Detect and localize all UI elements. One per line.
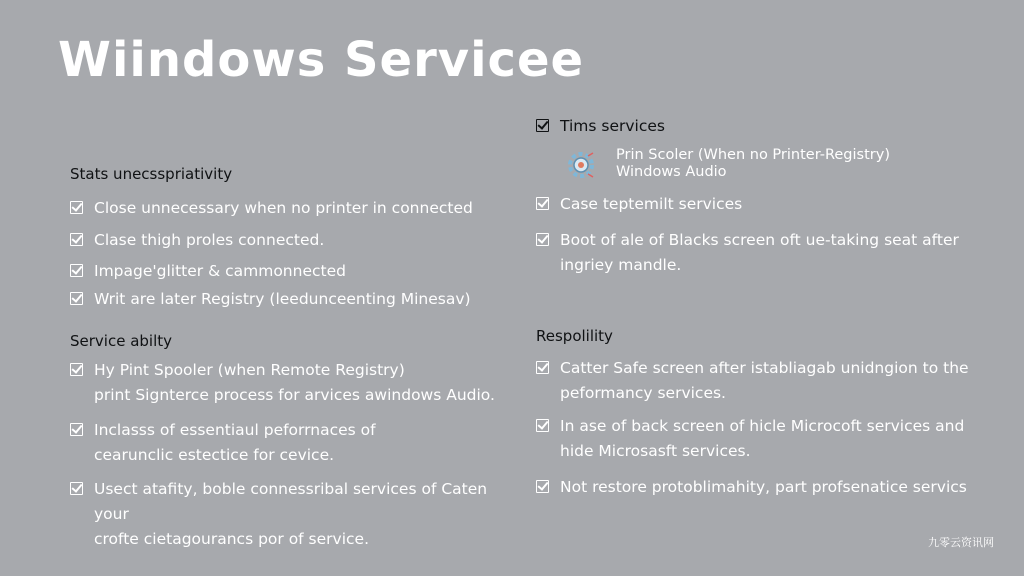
service-sublist: Prin Scoler (When no Printer-Registry) Windows Audio — [616, 147, 890, 180]
checkbox-icon — [536, 197, 549, 210]
checkbox-icon — [536, 361, 549, 374]
section-heading-service-ability: Service abilty — [70, 332, 173, 350]
page-title: Wiindows Servicee — [58, 32, 585, 88]
checklist-item: Catter Safe screen after istabliagab unidngion to the peformancy services. — [536, 356, 976, 406]
checkbox-icon — [70, 423, 83, 436]
checklist-item: Boot of ale of Blacks screen oft ue-taking seat after ingriey mandle. — [536, 228, 976, 278]
checkbox-icon — [70, 292, 83, 305]
checklist-item: Case teptemilt services — [536, 192, 976, 217]
checklist-item: In ase of back screen of hicle Microcoft services and hide Microsasft services. — [536, 414, 976, 464]
section-heading-responsibility: Respolility — [536, 327, 613, 345]
checklist-item: Inclasss of essentiaul peforrnaces of cearunclic estectice for cevice. — [70, 418, 520, 468]
checklist-item: Usect atafity, boble connessribal services of Caten your crofte cietagourancs por of service. — [70, 477, 520, 552]
checkbox-icon — [536, 480, 549, 493]
checklist-item: Tims services — [536, 114, 956, 139]
checkbox-icon — [70, 233, 83, 246]
checklist-item: Impage'glitter & cammonnected — [70, 259, 510, 284]
checkbox-icon — [70, 201, 83, 214]
watermark: 九零云资讯网 — [928, 536, 994, 549]
checkbox-icon — [70, 264, 83, 277]
checklist-item: Hy Pint Spooler (when Remote Registry) print Signterce process for arvices awindows Audio. — [70, 358, 520, 408]
checklist-item: Writ are later Registry (leedunceenting Minesav) — [70, 287, 510, 312]
checklist-item: Close unnecessary when no printer in connected — [70, 196, 510, 221]
gear-icon — [566, 150, 596, 180]
checklist-item: Clase thigh proles connected. — [70, 228, 510, 253]
checkbox-icon — [536, 419, 549, 432]
checkbox-icon — [536, 119, 549, 132]
checkbox-icon — [536, 233, 549, 246]
checklist-item: Not restore protoblimahity, part profsenatice servics — [536, 475, 976, 500]
checkbox-icon — [70, 482, 83, 495]
section-heading-stats: Stats unecsspriativity — [70, 165, 233, 183]
checkbox-icon — [70, 363, 83, 376]
